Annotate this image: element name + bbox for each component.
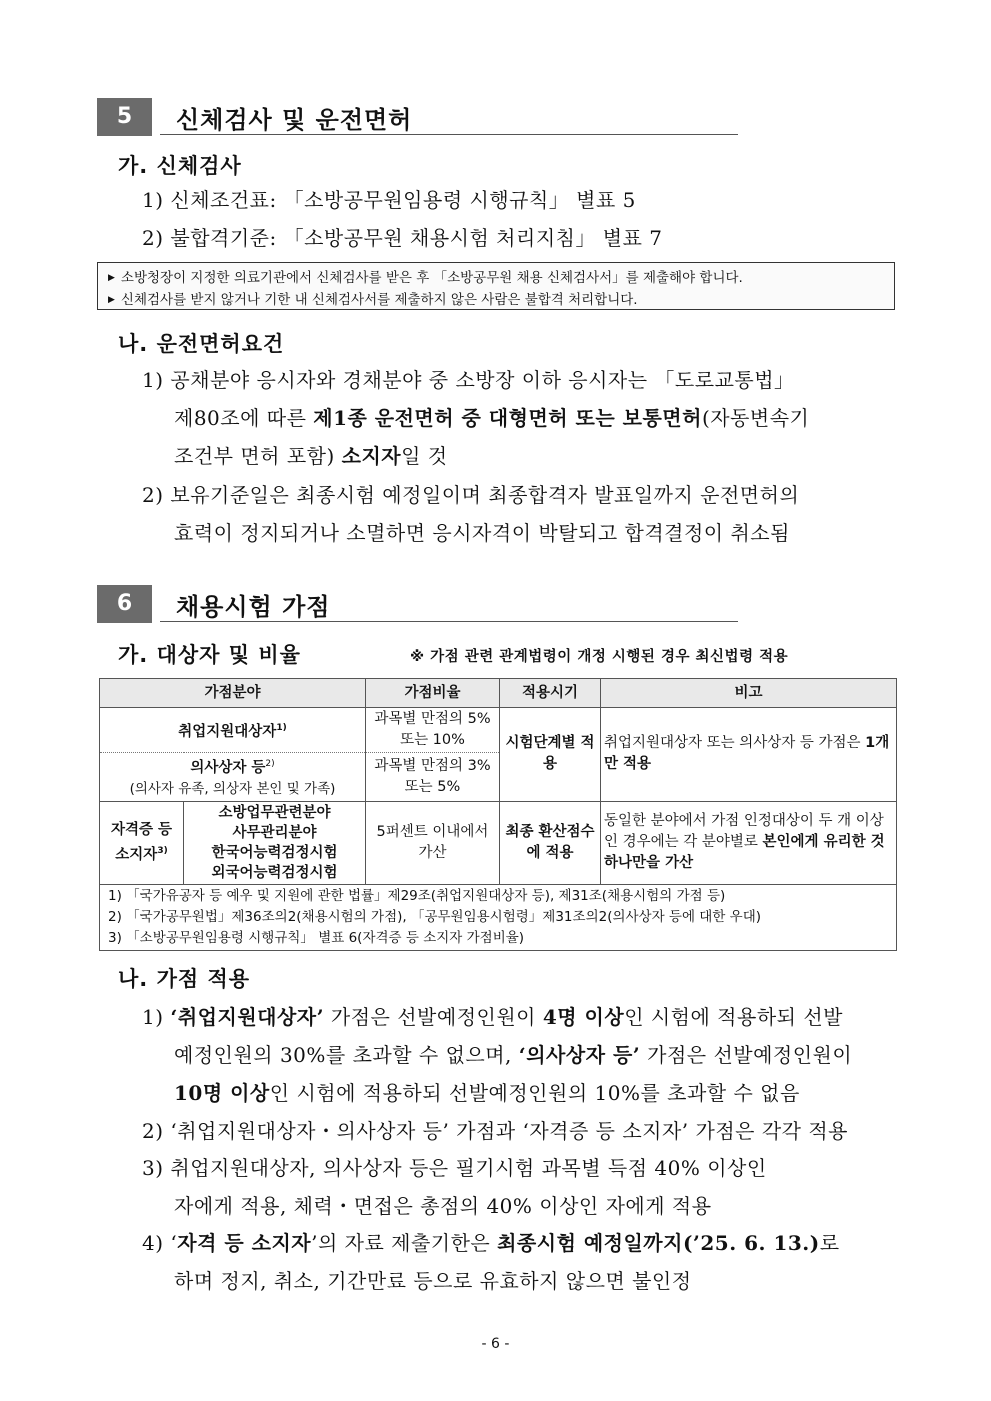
sec6-subheading-b: 나. 가점 적용 [118, 967, 251, 991]
header-timing: 적용시기 [500, 679, 601, 708]
section-5-title: 신체검사 및 운전면허 [176, 106, 413, 134]
table-footnote-row [100, 884, 897, 950]
header-field: 가점분야 [100, 679, 366, 708]
sec6-b1-line3: 10명 이상인 시험에 적용하되 선발예정인원의 10%를 초과할 수 없음 [174, 1081, 800, 1105]
table-footnotes [100, 884, 897, 950]
section-6-number: 6 [97, 585, 152, 623]
header-rate: 가점비율 [366, 679, 500, 708]
table-row [100, 801, 897, 884]
note-text-1: 소방청장이 지정한 의료기관에서 신체검사를 받은 후 「소방공무원 채용 신체검사서」를 제출해야 합니다. [120, 270, 743, 286]
note-best-one: 동일한 분야에서 가점 인정대상이 두 개 이상인 경우에는 각 분야별로 본인에게 유리한 것 하나만을 가산 [601, 801, 897, 884]
sec5-b2-line2: 효력이 정지되거나 소멸하면 응시자격이 박탈되고 합격결정이 취소됨 [174, 521, 790, 545]
sec5-b2-line1: 2) 보유기준일은 최종시험 예정일이며 최종합격자 발표일까지 운전면허의 [142, 483, 800, 507]
table-header-row [100, 679, 897, 708]
sec6-b3-line1: 3) 취업지원대상자, 의사상자 등은 필기시험 과목별 득점 40% 이상인 [142, 1156, 767, 1180]
section-5-rule [160, 134, 738, 135]
sec5-note-box [97, 262, 895, 310]
license-field-list: 소방업무관련분야 사무관리분야 한국어능력검정시험 외국어능력검정시험 [184, 801, 366, 884]
note-line-1 [108, 266, 743, 286]
bonus-table [99, 678, 897, 951]
rate-employment-support: 과목별 만점의 5% 또는 10% [366, 708, 500, 753]
sec6-b1-line2: 예정인원의 30%를 초과할 수 없으며, ‘의사상자 등’ 가점은 선발예정인원이 [174, 1043, 853, 1067]
rate-righteous-casualty: 과목별 만점의 3% 또는 5% [366, 753, 500, 802]
footnote-2: 2) 「국가공무원법」제36조의2(채용시험의 가점), 「공무원임용시험령」제31조의2(의사상자 등에 대한 우대) [108, 908, 762, 925]
note-one-only: 취업지원대상자 또는 의사상자 등 가점은 1개만 적용 [601, 708, 897, 802]
note-line-2 [108, 288, 638, 308]
footnote-1: 1) 「국가유공자 등 예우 및 지원에 관한 법률」제29조(취업지원대상자 등), 제31조(채용시험의 가점 등) [108, 887, 726, 904]
sec6-b4-line2: 하며 정지, 취소, 기간만료 등으로 유효하지 않으면 불인정 [174, 1269, 692, 1293]
sec5-b1-line3: 조건부 면허 포함) 소지자일 것 [174, 444, 448, 468]
field-license-holder: 자격증 등 소지자$^{3)}$ [100, 801, 184, 884]
sec5-subheading-a: 가. 신체검사 [118, 154, 242, 178]
sec5-a-item-2: 2) 불합격기준: 「소방공무원 채용시험 처리지침」 별표 7 [142, 226, 663, 250]
triangle-bullet-icon: ▶ [108, 295, 115, 305]
law-update-notice: ※ 가점 관련 관계법령이 개정 시행된 경우 최신법령 적용 [410, 649, 789, 665]
rate-license-holder: 5퍼센트 이내에서 가산 [366, 801, 500, 884]
sec6-subheading-a: 가. 대상자 및 비율 [118, 643, 301, 667]
page-number: - 6 - [481, 1336, 510, 1352]
section-5-number: 5 [97, 98, 152, 136]
header-note: 비고 [601, 679, 897, 708]
sec6-b4-line1: 4) ‘자격 등 소지자’의 자료 제출기한은 최종시험 예정일까지(’25. 6. 13.)로 [142, 1231, 840, 1255]
sec5-b1-line1: 1) 공채분야 응시자와 경채분야 중 소방장 이하 응시자는 「도로교통법」 [142, 368, 795, 392]
sec5-a-item-1: 1) 신체조건표: 「소방공무원임용령 시행규칙」 별표 5 [142, 188, 636, 212]
triangle-bullet-icon: ▶ [108, 273, 115, 283]
field-righteous-casualty: 의사상자 등$^{2)}$ (의사자 유족, 의상자 본인 및 가족) [100, 753, 366, 802]
sec6-b1-line1: 1) ‘취업지원대상자’ 가점은 선발예정인원이 4명 이상인 시험에 적용하되 선발 [142, 1005, 843, 1029]
sec5-subheading-b: 나. 운전면허요건 [118, 332, 285, 356]
sec6-b2: 2) ‘취업지원대상자・의사상자 등’ 가점과 ‘자격증 등 소지자’ 가점은 각각 적용 [142, 1119, 848, 1143]
section-6-title: 채용시험 가점 [176, 593, 331, 621]
section-6-rule [160, 621, 738, 622]
timing-per-stage: 시험단계별 적용 [500, 708, 601, 802]
timing-final-score: 최종 환산점수에 적용 [500, 801, 601, 884]
footnote-3: 3) 「소방공무원임용령 시행규칙」 별표 6(자격증 등 소지자 가점비율) [108, 929, 525, 946]
note-text-2: 신체검사를 받지 않거나 기한 내 신체검사서를 제출하지 않은 사람은 불합격 처리합니다. [120, 292, 638, 308]
table-row [100, 708, 897, 753]
field-employment-support: 취업지원대상자$^{1)}$ [100, 708, 366, 753]
sec6-b3-line2: 자에게 적용, 체력・면접은 총점의 40% 이상인 자에게 적용 [174, 1194, 712, 1218]
sec5-b1-line2: 제80조에 따른 제1종 운전면허 중 대형면허 또는 보통면허(자동변속기 [174, 406, 810, 430]
